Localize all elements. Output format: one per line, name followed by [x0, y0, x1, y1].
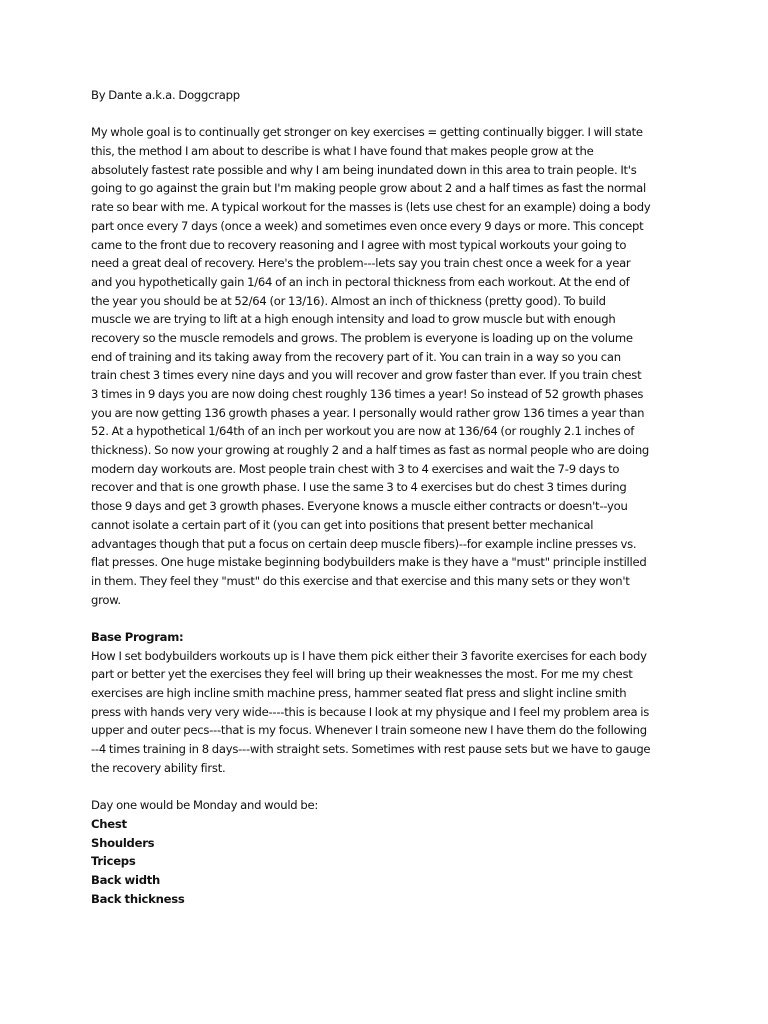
paragraph-line: press with hands very very wide----this is because I look at my physique and I feel my problem area is — [91, 704, 650, 719]
day-one-list — [91, 815, 687, 908]
spacer — [91, 777, 687, 796]
paragraph-line: recovery so the muscle remodels and grows. The problem is everyone is loading up on the volume — [91, 330, 633, 345]
paragraph-line: 52. At a hypothetical 1/64th of an inch per workout you are now at 136/64 (or roughly 2.1 inches of — [91, 424, 635, 439]
paragraph-line: train chest 3 times every nine days and you will recover and grow faster than ever. If you train chest — [91, 368, 642, 383]
paragraph-line: this, the method I am about to describe is what I have found that makes people grow at the — [91, 144, 594, 159]
list-item: Shoulders — [91, 835, 155, 850]
paragraph-line: you are now getting 136 growth phases a year. I personally would rather grow 136 times a year than — [91, 405, 645, 420]
paragraph-line: part or better yet the exercises they feel will bring up their weaknesses the most. For me my chest — [91, 667, 633, 682]
paragraph-line: grow. — [91, 592, 121, 607]
paragraph-line: exercises are high incline smith machine press, hammer seated flat press and slight incline smith — [91, 686, 627, 700]
byline: By Dante a.k.a. Doggcrapp — [91, 88, 240, 102]
base-program-paragraph — [91, 647, 687, 778]
paragraph-line: and you hypothetically gain 1/64 of an inch in pectoral thickness from each workout. At the end of — [91, 274, 630, 289]
list-item: Back thickness — [91, 891, 185, 906]
paragraph-line: those 9 days and get 3 growth phases. Everyone knows a muscle either contracts or doesn't--you — [91, 499, 628, 514]
paragraph-line: --4 times training in 8 days---with straight sets. Sometimes with rest pause sets but we have to gauge — [91, 742, 651, 757]
paragraph-line: How I set bodybuilders workouts up is I have them pick either their 3 favorite exercises for each body — [91, 648, 647, 663]
list-item: Chest — [91, 816, 127, 831]
paragraph-line: recover and that is one growth phase. I use the same 3 to 4 exercises but do chest 3 times during — [91, 480, 627, 495]
paragraph-line: flat presses. One huge mistake beginning bodybuilders make is they have a "must" principle instilled — [91, 555, 647, 570]
paragraph-line: end of training and its taking away from the recovery part of it. You can train in a way so you can — [91, 349, 621, 364]
spacer — [91, 609, 687, 628]
paragraph-line: in them. They feel they "must" do this exercise and that exercise and this many sets or they won't — [91, 573, 630, 588]
document-page — [91, 86, 687, 908]
list-item: Triceps — [91, 854, 136, 869]
paragraph-line: thickness). So now your growing at roughly 2 and a half times as fast as normal people who are doing — [91, 443, 650, 458]
paragraph-line: muscle we are trying to lift at a high enough intensity and load to grow muscle but with enough — [91, 312, 616, 327]
paragraph-line: came to the front due to recovery reasoning and I agree with most typical workouts your going to — [91, 237, 627, 252]
paragraph-line: the year you should be at 52/64 (or 13/16). Almost an inch of thickness (pretty good). To build — [91, 293, 606, 308]
day-one-intro: Day one would be Monday and would be: — [91, 798, 318, 813]
section-heading-base-program: Base Program: — [91, 629, 184, 644]
paragraph-line: part once every 7 days (once a week) and sometimes even once every 9 days or more. This concept — [91, 218, 644, 233]
paragraph-line: cannot isolate a certain part of it (you can get into positions that present better mechanical — [91, 517, 594, 532]
paragraph-line: need a great deal of recovery. Here's the problem---lets say you train chest once a week for a year — [91, 256, 631, 271]
paragraph-line: the recovery ability first. — [91, 760, 226, 775]
paragraph-line: upper and outer pecs---that is my focus. Whenever I train someone new I have them do the following — [91, 723, 647, 738]
spacer — [91, 105, 687, 124]
list-item: Back width — [91, 872, 161, 887]
paragraph-line: absolutely fastest rate possible and why I am being inundated down in this area to train people. It's — [91, 162, 637, 177]
paragraph-line: going to go against the grain but I'm making people grow about 2 and a half times as fast the normal — [91, 181, 646, 196]
paragraph-line: 3 times in 9 days you are now doing chest roughly 136 times a year! So instead of 52 growth phases — [91, 387, 644, 401]
paragraph-line: My whole goal is to continually get stronger on key exercises = getting continually bigger. I will state — [91, 125, 643, 140]
paragraph-line: modern day workouts are. Most people train chest with 3 to 4 exercises and wait the 7-9 days to — [91, 461, 620, 476]
paragraph-line: advantages though that put a focus on certain deep muscle fibers)--for example incline presses vs. — [91, 536, 637, 551]
paragraph-line: rate so bear with me. A typical workout for the masses is (lets use chest for an example) doing a body — [91, 200, 651, 215]
intro-paragraph — [91, 123, 687, 609]
